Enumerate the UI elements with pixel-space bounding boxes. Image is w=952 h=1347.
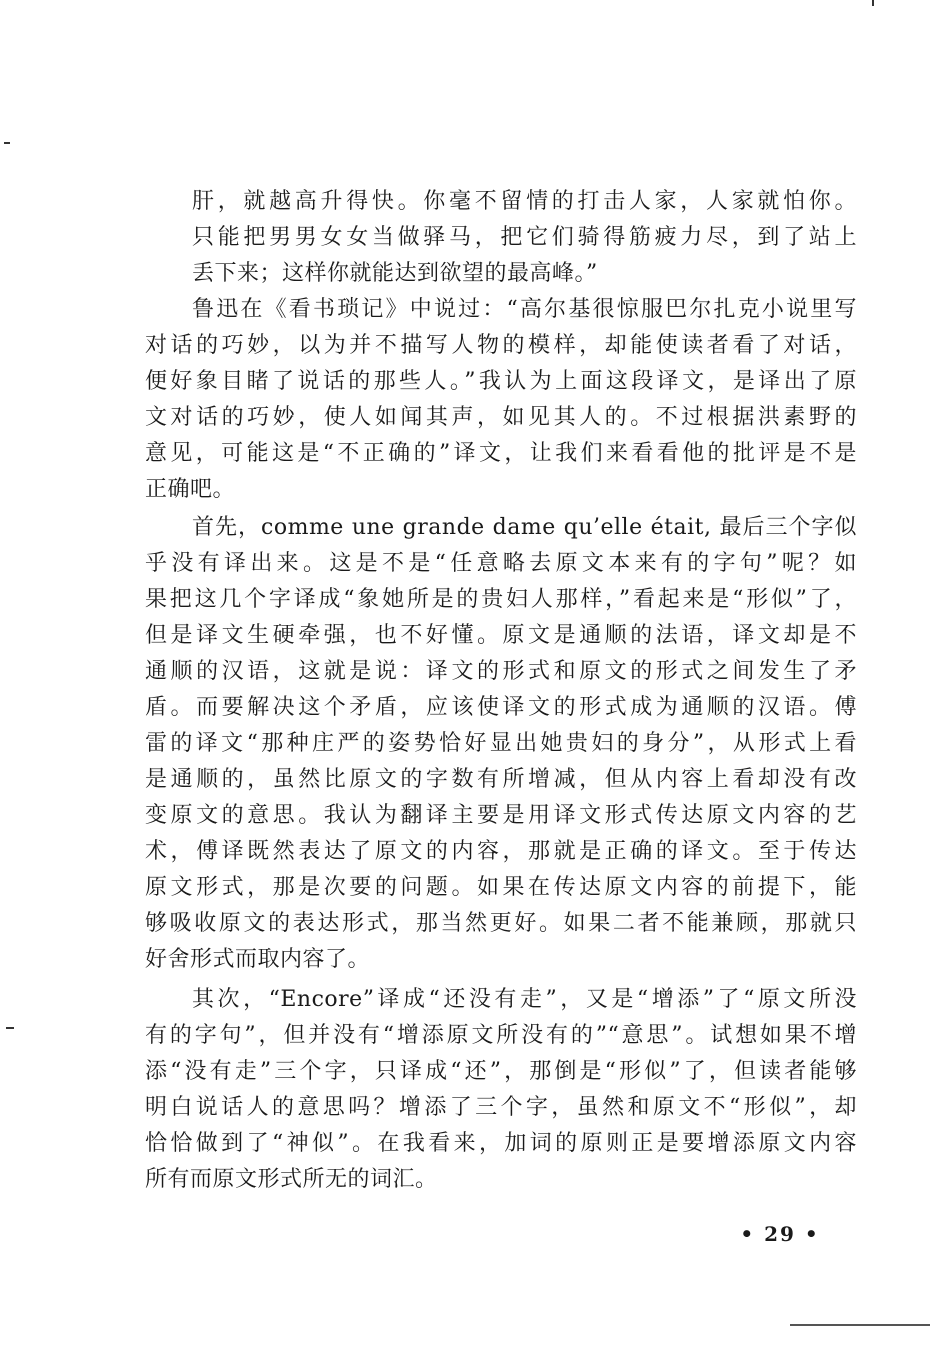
- text-line: 术，傅译既然表达了原文的内容，那就是正确的译文。至于传达: [145, 839, 857, 864]
- text-line: 变原文的意思。我认为翻译主要是用译文形式传达原文内容的艺: [145, 803, 857, 828]
- text-line: 但是译文生硬牵强，也不好懂。原文是通顺的法语，译文却是不: [145, 623, 857, 648]
- paragraph-first-line: 首先，comme une grande dame qu’elle était, 最后三个字似: [192, 515, 857, 540]
- text-line: 果把这几个字译成“象她所是的贵妇人那样，”看起来是“形似”了，: [145, 587, 857, 612]
- text-line: 有的字句”，但并没有“增添原文所没有的”“意思”。试想如果不增: [145, 1023, 857, 1048]
- text-line: 所有而原文形式所无的词汇。: [145, 1167, 438, 1192]
- scan-edge-line: [790, 1324, 930, 1326]
- text-line: 盾。而要解决这个矛盾，应该使译文的形式成为通顺的汉语。傅: [145, 695, 857, 720]
- paragraph-first-line: 其次，“Encore”译成“还没有走”，又是“增添”了“原文所没: [192, 987, 857, 1012]
- text-line: 是通顺的，虽然比原文的字数有所增减，但从内容上看却没有改: [145, 767, 857, 792]
- text-line: 正确吧。: [145, 477, 236, 502]
- text-line: 文对话的巧妙，使人如闻其声，如见其人的。不过根据洪素野的: [145, 405, 857, 430]
- paragraph-first-line: 鲁迅在《看书琐记》中说过：“高尔基很惊服巴尔扎克小说里写: [192, 297, 857, 322]
- page-number: • 29 •: [740, 1222, 820, 1246]
- scan-margin-mark: [4, 142, 10, 144]
- text-line: 原文形式，那是次要的问题。如果在传达原文内容的前提下，能: [145, 875, 857, 900]
- text-line: 通顺的汉语，这就是说：译文的形式和原文的形式之间发生了矛: [145, 659, 857, 684]
- text-line: 恰恰做到了“神似”。在我看来，加词的原则正是要增添原文内容: [145, 1131, 857, 1156]
- text-line: 明白说话人的意思吗？增添了三个字，虽然和原文不“形似”，却: [145, 1095, 857, 1120]
- text-line: 乎没有译出来。这是不是“任意略去原文本来有的字句”呢？如: [145, 551, 857, 576]
- text-line: 对话的巧妙，以为并不描写人物的模样，却能使读者看了对话，: [145, 333, 857, 358]
- text-line: 丢下来；这样你就能达到欲望的最高峰。”: [192, 261, 598, 286]
- text-line: 雷的译文“那种庄严的姿势恰好显出她贵妇的身分”，从形式上看: [145, 731, 857, 756]
- text-line: 添“没有走”三个字，只译成“还”，那倒是“形似”了，但读者能够: [145, 1059, 857, 1084]
- scan-margin-mark: [6, 1027, 14, 1029]
- text-line: 肝，就越高升得快。你毫不留情的打击人家，人家就怕你。: [192, 189, 857, 214]
- text-line: 便好象目睹了说话的那些人。”我认为上面这段译文，是译出了原: [145, 369, 857, 394]
- text-line: 只能把男男女女当做驿马，把它们骑得筋疲力尽，到了站上: [192, 225, 857, 250]
- text-line: 意见，可能这是“不正确的”译文，让我们来看看他的批评是不是: [145, 441, 857, 466]
- text-line: 够吸收原文的表达形式，那当然更好。如果二者不能兼顾，那就只: [145, 911, 857, 936]
- scan-margin-mark: [872, 0, 874, 6]
- text-line: 好舍形式而取内容了。: [145, 947, 371, 972]
